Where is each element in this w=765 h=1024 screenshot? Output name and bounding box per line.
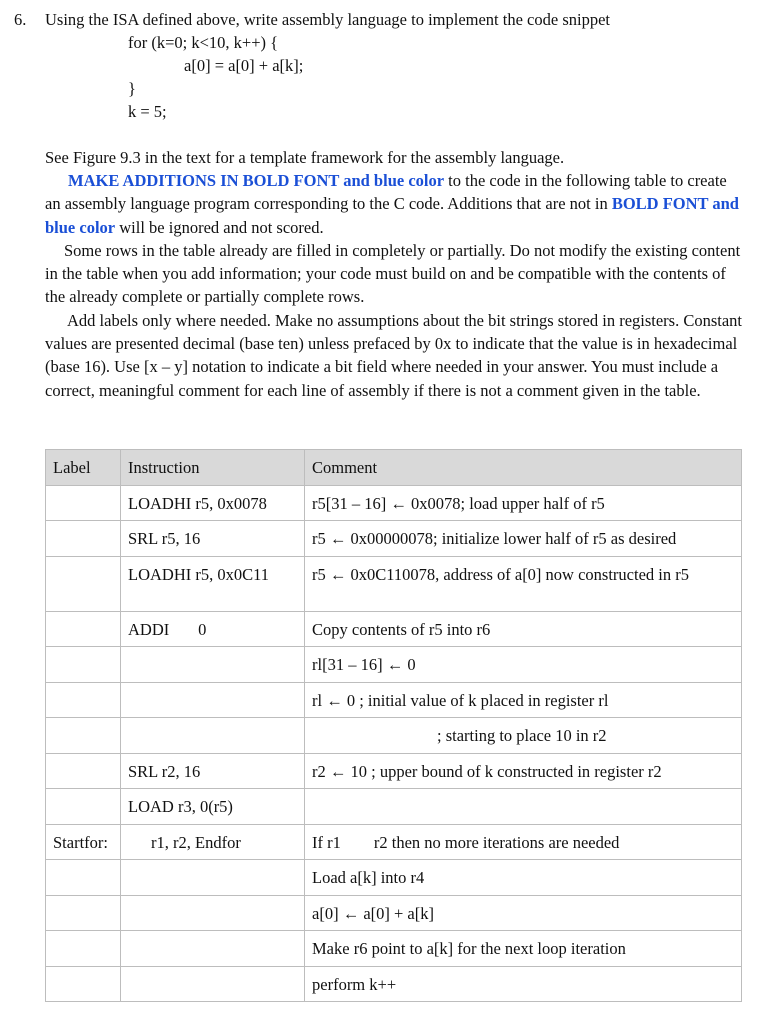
- code-line-4: k = 5;: [128, 102, 167, 121]
- label-cell: [46, 647, 121, 683]
- comment-cell: r2 ← 10 ; upper bound of k constructed in register r2: [305, 753, 742, 789]
- label-cell: Startfor:: [46, 824, 121, 860]
- header-label: Label: [46, 450, 121, 486]
- instruction-cell: [121, 966, 305, 1002]
- comment-cell: r5 ← 0x0C110078, address of a[0] now constructed in r5: [305, 556, 742, 611]
- instruction-cell: LOAD r3, 0(r5): [121, 789, 305, 825]
- instruction-cell: [121, 895, 305, 931]
- paragraph-2: Some rows in the table already are filled in completely or partially. Do not modify the existing content in the table when you add information; your code must build on and be compatible with the contents of the already complete or partially complete rows.: [45, 241, 741, 307]
- assembly-table: [45, 449, 742, 1002]
- instruction-cell: r1, r2, Endfor: [121, 824, 305, 860]
- comment-cell: rl[31 – 16] ← 0: [305, 647, 742, 683]
- table-row: [46, 789, 742, 825]
- table-row: [46, 682, 742, 718]
- label-cell: [46, 931, 121, 967]
- label-cell: [46, 556, 121, 611]
- header-instruction: Instruction: [121, 450, 305, 486]
- paragraph-3: Add labels only where needed. Make no assumptions about the bit strings stored in registers. Constant values are presented decimal (base ten) unless prefaced by 0x to indicate that the value is in hexadecimal (base 16). Use [x – y] notation to indicate a bit field where needed in your answer. You must include a correct, meaningful comment for each line of assembly if there is not a comment given in the table.: [45, 311, 743, 400]
- instruction-cell: [121, 931, 305, 967]
- instruction-cell: [121, 682, 305, 718]
- table-row: [46, 860, 742, 896]
- comment-cell: Copy contents of r5 into r6: [305, 611, 742, 647]
- table-row: [46, 647, 742, 683]
- table-row: [46, 753, 742, 789]
- comment-cell: [305, 789, 742, 825]
- table-row: [46, 931, 742, 967]
- instruction-cell: [121, 860, 305, 896]
- comment-cell: rl ← 0 ; initial value of k placed in register rl: [305, 682, 742, 718]
- table-row: [46, 521, 742, 557]
- comment-cell: a[0] ← a[0] + a[k]: [305, 895, 742, 931]
- instruction-cell: [121, 718, 305, 754]
- p1-blue-text: MAKE ADDITIONS IN BOLD FONT and blue color: [68, 171, 445, 191]
- comment-cell: Load a[k] into r4: [305, 860, 742, 896]
- p1-text-c: will be ignored and not scored.: [115, 217, 324, 237]
- instruction-cell: LOADHI r5, 0x0078: [121, 485, 305, 521]
- comment-cell: ; starting to place 10 in r2: [305, 718, 742, 754]
- instruction-cell: ADDI 0: [121, 611, 305, 647]
- comment-cell: r5[31 – 16] ← 0x0078; load upper half of r5: [305, 485, 742, 521]
- p1-text-b: to the code in the following table to create an assembly language program corresponding to the C code. Additions that are not in: [45, 171, 727, 214]
- label-cell: [46, 966, 121, 1002]
- p1-text-a: See Figure 9.3 in the text for a template framework for the assembly language.: [45, 148, 565, 167]
- comment-cell: perform k++: [305, 966, 742, 1002]
- label-cell: [46, 682, 121, 718]
- instruction-cell: LOADHI r5, 0x0C11: [121, 556, 305, 611]
- code-line-1: for (k=0; k<10, k++) {: [128, 33, 279, 52]
- code-line-2: a[0] = a[0] + a[k];: [184, 56, 304, 75]
- label-cell: [46, 860, 121, 896]
- table-row: [46, 611, 742, 647]
- table-row: [46, 718, 742, 754]
- label-cell: [46, 895, 121, 931]
- comment-cell: Make r6 point to a[k] for the next loop iteration: [305, 931, 742, 967]
- instruction-cell: [121, 647, 305, 683]
- label-cell: [46, 718, 121, 754]
- header-comment: Comment: [305, 450, 742, 486]
- question-intro: Using the ISA defined above, write assembly language to implement the code snippet: [45, 10, 610, 29]
- table-row: [46, 895, 742, 931]
- table-row: [46, 485, 742, 521]
- table-row: [46, 824, 742, 860]
- comment-cell: r5 ← 0x00000078; initialize lower half of r5 as desired: [305, 521, 742, 557]
- code-line-3: }: [128, 79, 136, 98]
- label-cell: [46, 789, 121, 825]
- label-cell: [46, 485, 121, 521]
- instruction-cell: SRL r5, 16: [121, 521, 305, 557]
- label-cell: [46, 753, 121, 789]
- question-number: 6.: [14, 10, 27, 29]
- table-row: [46, 966, 742, 1002]
- table-header-row: [46, 450, 742, 486]
- comment-cell: If r1 r2 then no more iterations are needed: [305, 824, 742, 860]
- instruction-cell: SRL r2, 16: [121, 753, 305, 789]
- label-cell: [46, 611, 121, 647]
- p1-blue-text-2: BOLD FONT and blue color: [45, 194, 739, 237]
- label-cell: [46, 521, 121, 557]
- table-row: [46, 556, 742, 611]
- paragraph-1: [45, 146, 745, 239]
